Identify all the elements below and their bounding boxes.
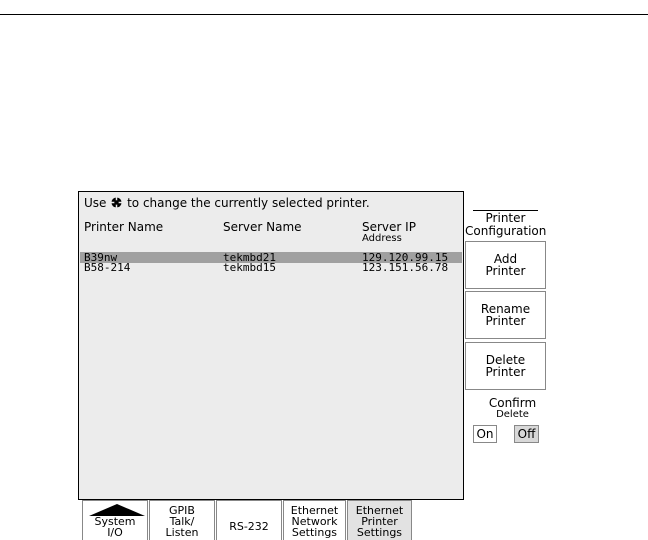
printer-row[interactable] (80, 262, 462, 273)
tab-ethernet-network-settings[interactable]: Ethernet Network Settings (283, 500, 346, 540)
instruction-text: Use to change the currently selected printer. (84, 196, 370, 210)
printer-configuration-title: Printer Configuration (465, 211, 547, 238)
top-rule (0, 14, 648, 15)
tab-rs-232[interactable]: RS-232 (216, 500, 282, 540)
add-printer-button[interactable]: Add Printer (465, 241, 546, 289)
printer-list-panel (78, 191, 464, 500)
tab-ethernet-printer-settings[interactable]: Ethernet Printer Settings (347, 500, 412, 540)
confirm-delete-label: Confirm Delete (488, 396, 537, 420)
printer-name-cell: B39nw (84, 251, 118, 264)
title-rule (473, 210, 538, 211)
server-name-cell: tekmbd21 (223, 251, 276, 264)
header-printer-name: Printer Name (84, 220, 164, 234)
up-arrow-icon (89, 504, 145, 516)
server-ip-cell: 123.151.56.78 (362, 261, 449, 274)
confirm-delete-on-toggle[interactable]: On (473, 425, 497, 443)
header-server-ip: Server IP Address (362, 220, 416, 244)
header-server-name: Server Name (223, 220, 302, 234)
delete-printer-button[interactable]: Delete Printer (465, 342, 546, 390)
tab-gpib-talk-listen[interactable]: GPIB Talk/ Listen (149, 500, 215, 540)
general-purpose-knob-icon (111, 197, 122, 208)
server-ip-cell: 129.120.99.15 (362, 251, 449, 264)
tab-system-io[interactable]: System I/O (82, 500, 148, 540)
header-server-ip-sub: Address (362, 233, 402, 244)
rename-printer-button[interactable]: Rename Printer (465, 291, 546, 339)
confirm-delete-off-toggle[interactable]: Off (514, 425, 539, 443)
printer-name-cell: B58-214 (84, 261, 131, 274)
server-name-cell: tekmbd15 (223, 261, 276, 274)
